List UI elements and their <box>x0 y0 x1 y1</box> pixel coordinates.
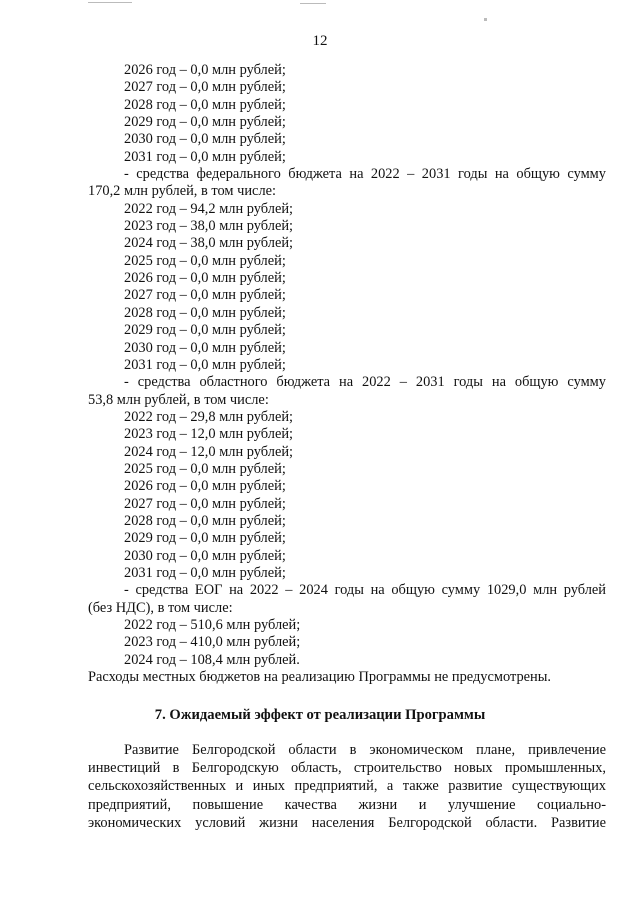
year-line: 2022 год – 510,6 млн рублей; <box>124 617 301 633</box>
year-line: 2031 год – 0,0 млн рублей; <box>124 356 286 373</box>
local-budgets-note: Расходы местных бюджетов на реализацию Программы не предусмотрены. <box>88 669 552 686</box>
scan-mark <box>484 18 487 21</box>
year-line: 2023 год – 410,0 млн рублей; <box>124 634 301 651</box>
year-line: 2027 год – 0,0 млн рублей; <box>124 287 286 304</box>
federal-budget-intro-cont: 170,2 млн рублей, в том числе: <box>88 183 277 200</box>
year-line: 2026 год – 0,0 млн рублей; <box>124 270 286 287</box>
paragraph-line: экономических условий жизни населения Белгородской области. Развитие <box>88 814 606 831</box>
year-line: 2022 год – 94,2 млн рублей; <box>124 200 294 217</box>
paragraph-line: сельскохозяйственных и иных предприятий, а также развитие существующих <box>88 778 606 795</box>
year-line: 2027 год – 0,0 млн рублей; <box>124 79 286 96</box>
year-line: 2024 год – 38,0 млн рублей; <box>124 235 294 252</box>
funding-breakdown <box>88 62 606 686</box>
scan-mark <box>88 2 132 3</box>
year-line: 2028 год – 0,0 млн рублей; <box>124 96 286 113</box>
year-line: 2028 год – 0,0 млн рублей; <box>124 304 286 321</box>
year-line: 2024 год – 108,4 млн рублей. <box>124 651 300 668</box>
year-line: 2024 год – 12,0 млн рублей; <box>124 443 294 460</box>
section-paragraph <box>88 741 606 832</box>
year-line: 2026 год – 0,0 млн рублей; <box>124 478 286 495</box>
year-line: 2030 год – 0,0 млн рублей; <box>124 131 286 148</box>
year-line: 2022 год – 29,8 млн рублей; <box>124 408 294 425</box>
year-line: 2030 год – 0,0 млн рублей; <box>124 339 286 356</box>
year-line: 2029 год – 0,0 млн рублей; <box>124 322 286 339</box>
year-line: 2030 год – 0,0 млн рублей; <box>124 547 286 564</box>
year-line: 2026 год – 0,0 млн рублей; <box>124 62 286 78</box>
federal-budget-intro: - средства федерального бюджета на 2022 – 2031 годы на общую сумму <box>124 166 606 183</box>
paragraph-line: предприятий, повышение качества жизни и улучшение социально- <box>88 796 606 813</box>
year-line: 2027 год – 0,0 млн рублей; <box>124 495 286 512</box>
year-line: 2025 год – 0,0 млн рублей; <box>124 252 286 269</box>
page-number: 12 <box>312 33 328 49</box>
scan-mark <box>300 3 326 4</box>
year-line: 2029 год – 0,0 млн рублей; <box>124 530 286 547</box>
regional-budget-intro-cont: 53,8 млн рублей, в том числе: <box>88 391 269 408</box>
regional-budget-intro: - средства областного бюджета на 2022 – 2031 годы на общую сумму <box>124 374 606 391</box>
year-line: 2031 год – 0,0 млн рублей; <box>124 148 286 165</box>
eog-funds-intro-cont: (без НДС), в том числе: <box>88 599 233 616</box>
year-line: 2023 год – 38,0 млн рублей; <box>124 218 294 235</box>
section-title: 7. Ожидаемый эффект от реализации Программы <box>154 707 486 723</box>
year-line: 2023 год – 12,0 млн рублей; <box>124 426 294 443</box>
year-line: 2031 год – 0,0 млн рублей; <box>124 564 286 581</box>
year-line: 2029 год – 0,0 млн рублей; <box>124 114 286 131</box>
paragraph-line: инвестиций в Белгородскую область, строительство новых промышленных, <box>88 760 606 777</box>
eog-funds-intro: - средства ЕОГ на 2022 – 2024 годы на общую сумму 1029,0 млн рублей <box>124 582 606 599</box>
paragraph-line: Развитие Белгородской области в экономическом плане, привлечение <box>124 742 606 758</box>
year-line: 2025 год – 0,0 млн рублей; <box>124 460 286 477</box>
year-line: 2028 год – 0,0 млн рублей; <box>124 512 286 529</box>
